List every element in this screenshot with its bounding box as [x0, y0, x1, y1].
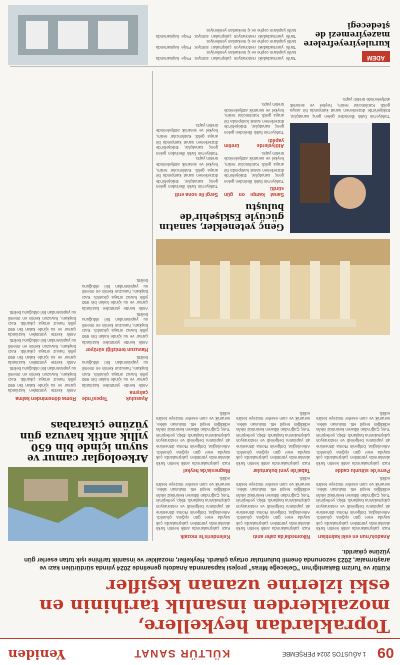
feature-column-3 [290, 71, 390, 119]
feature-subhead: Sanat kampı on gün sürdü [224, 185, 284, 197]
main-body-text: Kazı çalışmalarında antik kentin farklı alanlarında yürütülen çalışmalarda çok sayıda eser gün ışığına çıkarıldı. Arkeologlar, bölgenin Roma dönemine ait yapılarını belgeledi ve restorasyon çalışmalarına başlandı. Ekip, yerleşimin Tunç Çağı'ndan itibaren kesintisiz iskân edildiğini tespit etti. Bulunan sikke, seramik ve cam eserler müzeye teslim edildi. [156, 476, 230, 532]
main-subhead: Kelenderis'te mozaik [180, 533, 230, 539]
side-story-photo [8, 467, 148, 541]
issue-date: 1 AĞUSTOS 2024 PERŞEMBE [282, 650, 366, 656]
feature-body-text: Türkiye'nin farklı illerinden gelen genç sanatçılar, Eskişehir'de düzenlenen sanat kampında bir araya geldi. Katılımcılar resim, heykel ve seramik atölyelerinde üretim yaptı. [156, 156, 218, 190]
side-body-text: Antik kentte yürütülen kazılarda çamur ve su içinde kalan bin 650 yıllık havuz ortaya çıkarıldı. Kazı başkanı, havuzun kentin en önemli su yapılarından biri olduğunu belirtti. [82, 354, 148, 388]
feature-body-text: Türkiye'nin farklı illerinden gelen genç sanatçılar, Eskişehir'de düzenlenen sanat kampında bir araya geldi. Katılımcılar resim, heykel ve seramik atölyelerinde üretim yaptı. [224, 102, 284, 136]
box-body-text: Tarihi yarımadadaki restorasyon çalışmaları sürüyor. Proje kapsamında tarihi yapıların cephe ve iç mekanları yenileniyor. [156, 50, 296, 61]
box-story-column [156, 5, 296, 61]
main-body-text: Kazı çalışmalarında antik kentin farklı alanlarında yürütülen çalışmalarda çok sayıda eser gün ışığına çıkarıldı. Arkeologlar, bölgenin Roma dönemine ait yapılarını belgeledi ve restorasyon çalışmalarına başlandı. Ekip, yerleşimin Tunç Çağı'ndan itibaren kesintisiz iskân edildiğini tespit etti. Bulunan sikke, seramik ve cam eserler müzeye teslim edildi. [316, 476, 390, 532]
main-subhead: Anadolu'nun en eski kalıntıları [317, 533, 390, 539]
side-body-text: Antik kentte yürütülen kazılarda çamur ve su içinde kalan bin 650 yıllık havuz ortaya çıkarıldı. Kazı başkanı, havuzun kentin en önemli su yapılarından biri olduğunu belirtti. [8, 338, 76, 366]
main-column-2 [236, 341, 310, 541]
main-subhead: Nikomedia'da zafer anıtı [252, 533, 310, 539]
main-body-text: Kazı çalışmalarında antik kentin farklı alanlarında yürütülen çalışmalarda çok sayıda eser gün ışığına çıkarıldı. Arkeologlar, bölgenin Roma dönemine ait yapılarını belgeledi ve restorasyon çalışmalarına başlandı. Ekip, yerleşimin Tunç Çağı'ndan itibaren kesintisiz iskân edildiğini tespit etti. Bulunan sikke, seramik ve cam eserler müzeye teslim edildi. [236, 410, 310, 466]
feature-story-photo [290, 123, 390, 233]
side-story-headline: Arkeologlar camur ve suyun içinde bin 650 yıllık antik havuza gün yüzüne çıkarabas [20, 419, 148, 463]
feature-column-1 [224, 71, 284, 199]
main-subhead: Tabai'de yeni buluntular [253, 467, 310, 474]
feature-subhead: Atölyelerde üretim yapıldı [224, 136, 284, 149]
newspaper-logo: Yeniden [8, 646, 66, 661]
ruins-photo [156, 239, 390, 335]
main-column-3 [156, 341, 230, 541]
feature-body-text: Türkiye'nin farklı illerinden gelen genç sanatçılar, Eskişehir'de düzenlenen sanat kampında bir araya geldi. Katılımcılar resim, heykel ve seramik atölyelerinde üretim yaptı. [224, 150, 284, 184]
side-subhead: Roma döneminden kalma [15, 395, 76, 401]
side-subhead: Ayasuluk Tepesi'nde çalışma [82, 389, 148, 401]
feature-column-2 [156, 71, 218, 199]
page-header [0, 638, 400, 665]
side-subhead: Havuzun temizliği sürüyor [85, 346, 148, 353]
feature-body-text: Türkiye'nin farklı illerinden gelen genç sanatçılar, Eskişehir'de düzenlenen sanat kampında bir araya geldi. Katılımcılar resim, heykel ve seramik atölyelerinde üretim yaptı. [156, 122, 218, 156]
page-number: 09 [377, 644, 394, 661]
feature-story-headline: Genç yetenekler, sanatın gücüyle Eskişehir'de buluştu [159, 201, 284, 231]
box-story-tag: ADEM [362, 51, 390, 62]
side-column-1 [82, 73, 148, 403]
box-body-text: Tarihi yarımadadaki restorasyon çalışmaları sürüyor. Proje kapsamında tarihi yapıların cephe ve iç mekanları yenileniyor. [156, 39, 296, 50]
box-story-headline: kuruleyireyefrelere mazeyiremezi de ştedecegi [303, 21, 390, 49]
section-title: KÜLTÜR SANAT [133, 647, 230, 659]
box-story-photo [8, 5, 148, 65]
feature-body-text: Türkiye'nin farklı illerinden gelen genç sanatçılar, Eskişehir'de düzenlenen sanat kampında bir araya geldi. Katılımcılar resim, heykel ve seramik atölyelerinde üretim yaptı. [290, 97, 390, 119]
main-lead: Kültür ve Turizm Bakanlığı'nın "Geleceğe Miras" projesi kapsamında Anadolu genelinde 2024 yılında sürdürülen kazı ve araştırmalar, 2023 sezonunda önemli buluntular ortaya çıkardı. Heykeller, mozaikler ve insanlık tarihine ışık tutan eserler gün yüzüne çıkarıldı. [24, 548, 390, 571]
side-body-text: Antik kentte yürütülen kazılarda çamur ve su içinde kalan bin 650 yıllık havuz ortaya çıkarıldı. Kazı başkanı, havuzun kentin en önemli su yapılarından biri olduğunu belirtti. [82, 311, 148, 345]
box-body-text: Tarihi yarımadadaki restorasyon çalışmaları sürüyor. Proje kapsamında tarihi yapıların cephe ve iç mekanları yenileniyor. [156, 28, 296, 39]
main-body-text: Kazı çalışmalarında antik kentin farklı alanlarında yürütülen çalışmalarda çok sayıda eser gün ışığına çıkarıldı. Arkeologlar, bölgenin Roma dönemine ait yapılarını belgeledi ve restorasyon çalışmalarına başlandı. Ekip, yerleşimin Tunç Çağı'ndan itibaren kesintisiz iskân edildiğini tespit etti. Bulunan sikke, seramik ve cam eserler müzeye teslim edildi. [316, 410, 390, 466]
main-body-text: Kazı çalışmalarında antik kentin farklı alanlarında yürütülen çalışmalarda çok sayıda eser gün ışığına çıkarıldı. Arkeologlar, bölgenin Roma dönemine ait yapılarını belgeledi ve restorasyon çalışmalarına başlandı. Ekip, yerleşimin Tunç Çağı'ndan itibaren kesintisiz iskân edildiğini tespit etti. Bulunan sikke, seramik ve cam eserler müzeye teslim edildi. [156, 410, 230, 466]
main-subhead: Perre'de sütunlu cadde [334, 467, 390, 474]
main-headline: Topraklardan heykellere, mozaiklerden insanlık tarihinin en eski izlerine uzanan keşifler [39, 575, 390, 636]
main-column-1 [316, 341, 390, 541]
main-subhead: Magnesia'da heykel [183, 467, 230, 474]
box-divider [10, 66, 390, 67]
side-column-2 [8, 73, 76, 403]
side-body-text: Antik kentte yürütülen kazılarda çamur ve su içinde kalan bin 650 yıllık havuz ortaya çıkarıldı. Kazı başkanı, havuzun kentin en önemli su yapılarından biri olduğunu belirtti. [82, 278, 148, 312]
side-body-text: Antik kentte yürütülen kazılarda çamur ve su içinde kalan bin 650 yıllık havuz ortaya çıkarıldı. Kazı başkanı, havuzun kentin en önemli su yapılarından biri olduğunu belirtti. [8, 310, 76, 338]
feature-subhead: Sergi ile sona erdi [174, 191, 218, 197]
main-body-text: Kazı çalışmalarında antik kentin farklı alanlarında yürütülen çalışmalarda çok sayıda eser gün ışığına çıkarıldı. Arkeologlar, bölgenin Roma dönemine ait yapılarını belgeledi ve restorasyon çalışmalarına başlandı. Ekip, yerleşimin Tunç Çağı'ndan itibaren kesintisiz iskân edildiğini tespit etti. Bulunan sikke, seramik ve cam eserler müzeye teslim edildi. [236, 476, 310, 532]
side-body-text: Antik kentte yürütülen kazılarda çamur ve su içinde kalan bin 650 yıllık havuz ortaya çıkarıldı. Kazı başkanı, havuzun kentin en önemli su yapılarından biri olduğunu belirtti. [8, 366, 76, 394]
column-divider [152, 71, 153, 541]
